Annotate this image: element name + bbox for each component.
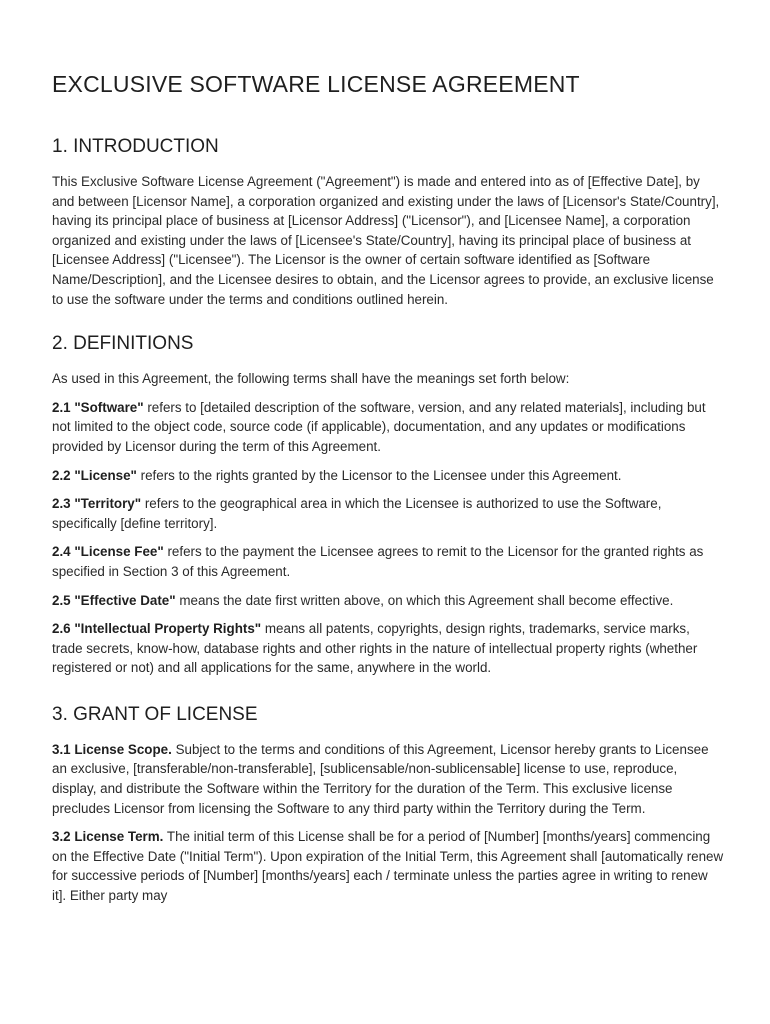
grant-item xyxy=(52,827,724,905)
section-heading-grant-of-license: 3. GRANT OF LICENSE xyxy=(52,703,258,725)
definition-text: refers to [detailed description of the software, version, and any related materials], including but not limited to the object code, source code (if applicable), documentation, and any updates or modifications provided by Licensor during the term of this Agreement. xyxy=(52,399,706,454)
introduction-paragraph: This Exclusive Software License Agreement ("Agreement") is made and entered into as of [Effective Date], by and between [Licensor Name], a corporation organized and existing under the laws of [Licensor's State/Country], having its principal place of business at [Licensor Address] ("Licensor"), and [Licensee Name], a corporation organized and existing under the laws of [Licensee's State/Country], having its principal place of business at [Licensee Address] ("Licensee"). The Licensor is the owner of certain software identified as [Software Name/Description], and the Licensee desires to obtain, and the Licensor agrees to provide, an exclusive license to use the software under the terms and conditions outlined herein. xyxy=(52,174,720,307)
definition-item xyxy=(52,398,724,457)
definition-text: refers to the payment the Licensee agrees to remit to the Licensor for the granted rights as specified in Section 3 of this Agreement. xyxy=(52,544,704,579)
definition-term: 2.2 "License" xyxy=(52,467,137,483)
grant-item xyxy=(52,740,724,818)
grant-term: 3.1 License Scope. xyxy=(52,741,172,757)
definition-item xyxy=(52,542,724,581)
definition-item xyxy=(52,619,724,678)
definition-text: refers to the geographical area in which the Licensee is authorized to use the Software, specifically [define territory]. xyxy=(52,496,662,531)
definition-term: 2.3 "Territory" xyxy=(52,496,142,512)
section-heading-definitions: 2. DEFINITIONS xyxy=(52,333,194,355)
definition-term: 2.1 "Software" xyxy=(52,399,144,415)
grant-text: Subject to the terms and conditions of this Agreement, Licensor hereby grants to Licensee an exclusive, [transferable/non-transferable], [sublicensable/non-sublicensable] license to use, reproduce, display, and distribute the Software within the Territory for the duration of the Term. This exclusive license precludes Licensor from licensing the Software to any third party within the Territory during the Term. xyxy=(52,741,709,816)
definition-item xyxy=(52,591,724,611)
document-page xyxy=(52,66,724,926)
section-grant-of-license xyxy=(52,702,724,906)
definitions-lead-paragraph: As used in this Agreement, the following terms shall have the meanings set forth below: xyxy=(52,371,570,387)
definition-item xyxy=(52,466,724,486)
grant-term: 3.2 License Term. xyxy=(52,829,164,845)
section-definitions xyxy=(52,331,724,678)
section-introduction xyxy=(52,134,724,309)
definition-text: means all patents, copyrights, design rights, trademarks, service marks, trade secrets, know-how, database rights and other rights in the nature of intellectual property rights (whether registered or not) and all applications for the same, anywhere in the world. xyxy=(52,621,698,676)
definition-term: 2.5 "Effective Date" xyxy=(52,592,176,608)
document-title: EXCLUSIVE SOFTWARE LICENSE AGREEMENT xyxy=(52,71,580,97)
definition-term: 2.4 "License Fee" xyxy=(52,544,164,560)
grant-text: The initial term of this License shall be for a period of [Number] [months/years] commencing on the Effective Date ("Initial Term"). Upon expiration of the Initial Term, this Agreement shall [automatically renew for successive periods of [Number] [months/years] each / terminate unless the parties agree in writing to renew it]. Either party may xyxy=(52,829,724,904)
section-heading-introduction: 1. INTRODUCTION xyxy=(52,136,219,157)
definition-term: 2.6 "Intellectual Property Rights" xyxy=(52,621,262,637)
definition-text: refers to the rights granted by the Licensor to the Licensee under this Agreement. xyxy=(140,467,622,483)
definition-item xyxy=(52,494,724,533)
definition-text: means the date first written above, on which this Agreement shall become effective. xyxy=(179,592,674,608)
